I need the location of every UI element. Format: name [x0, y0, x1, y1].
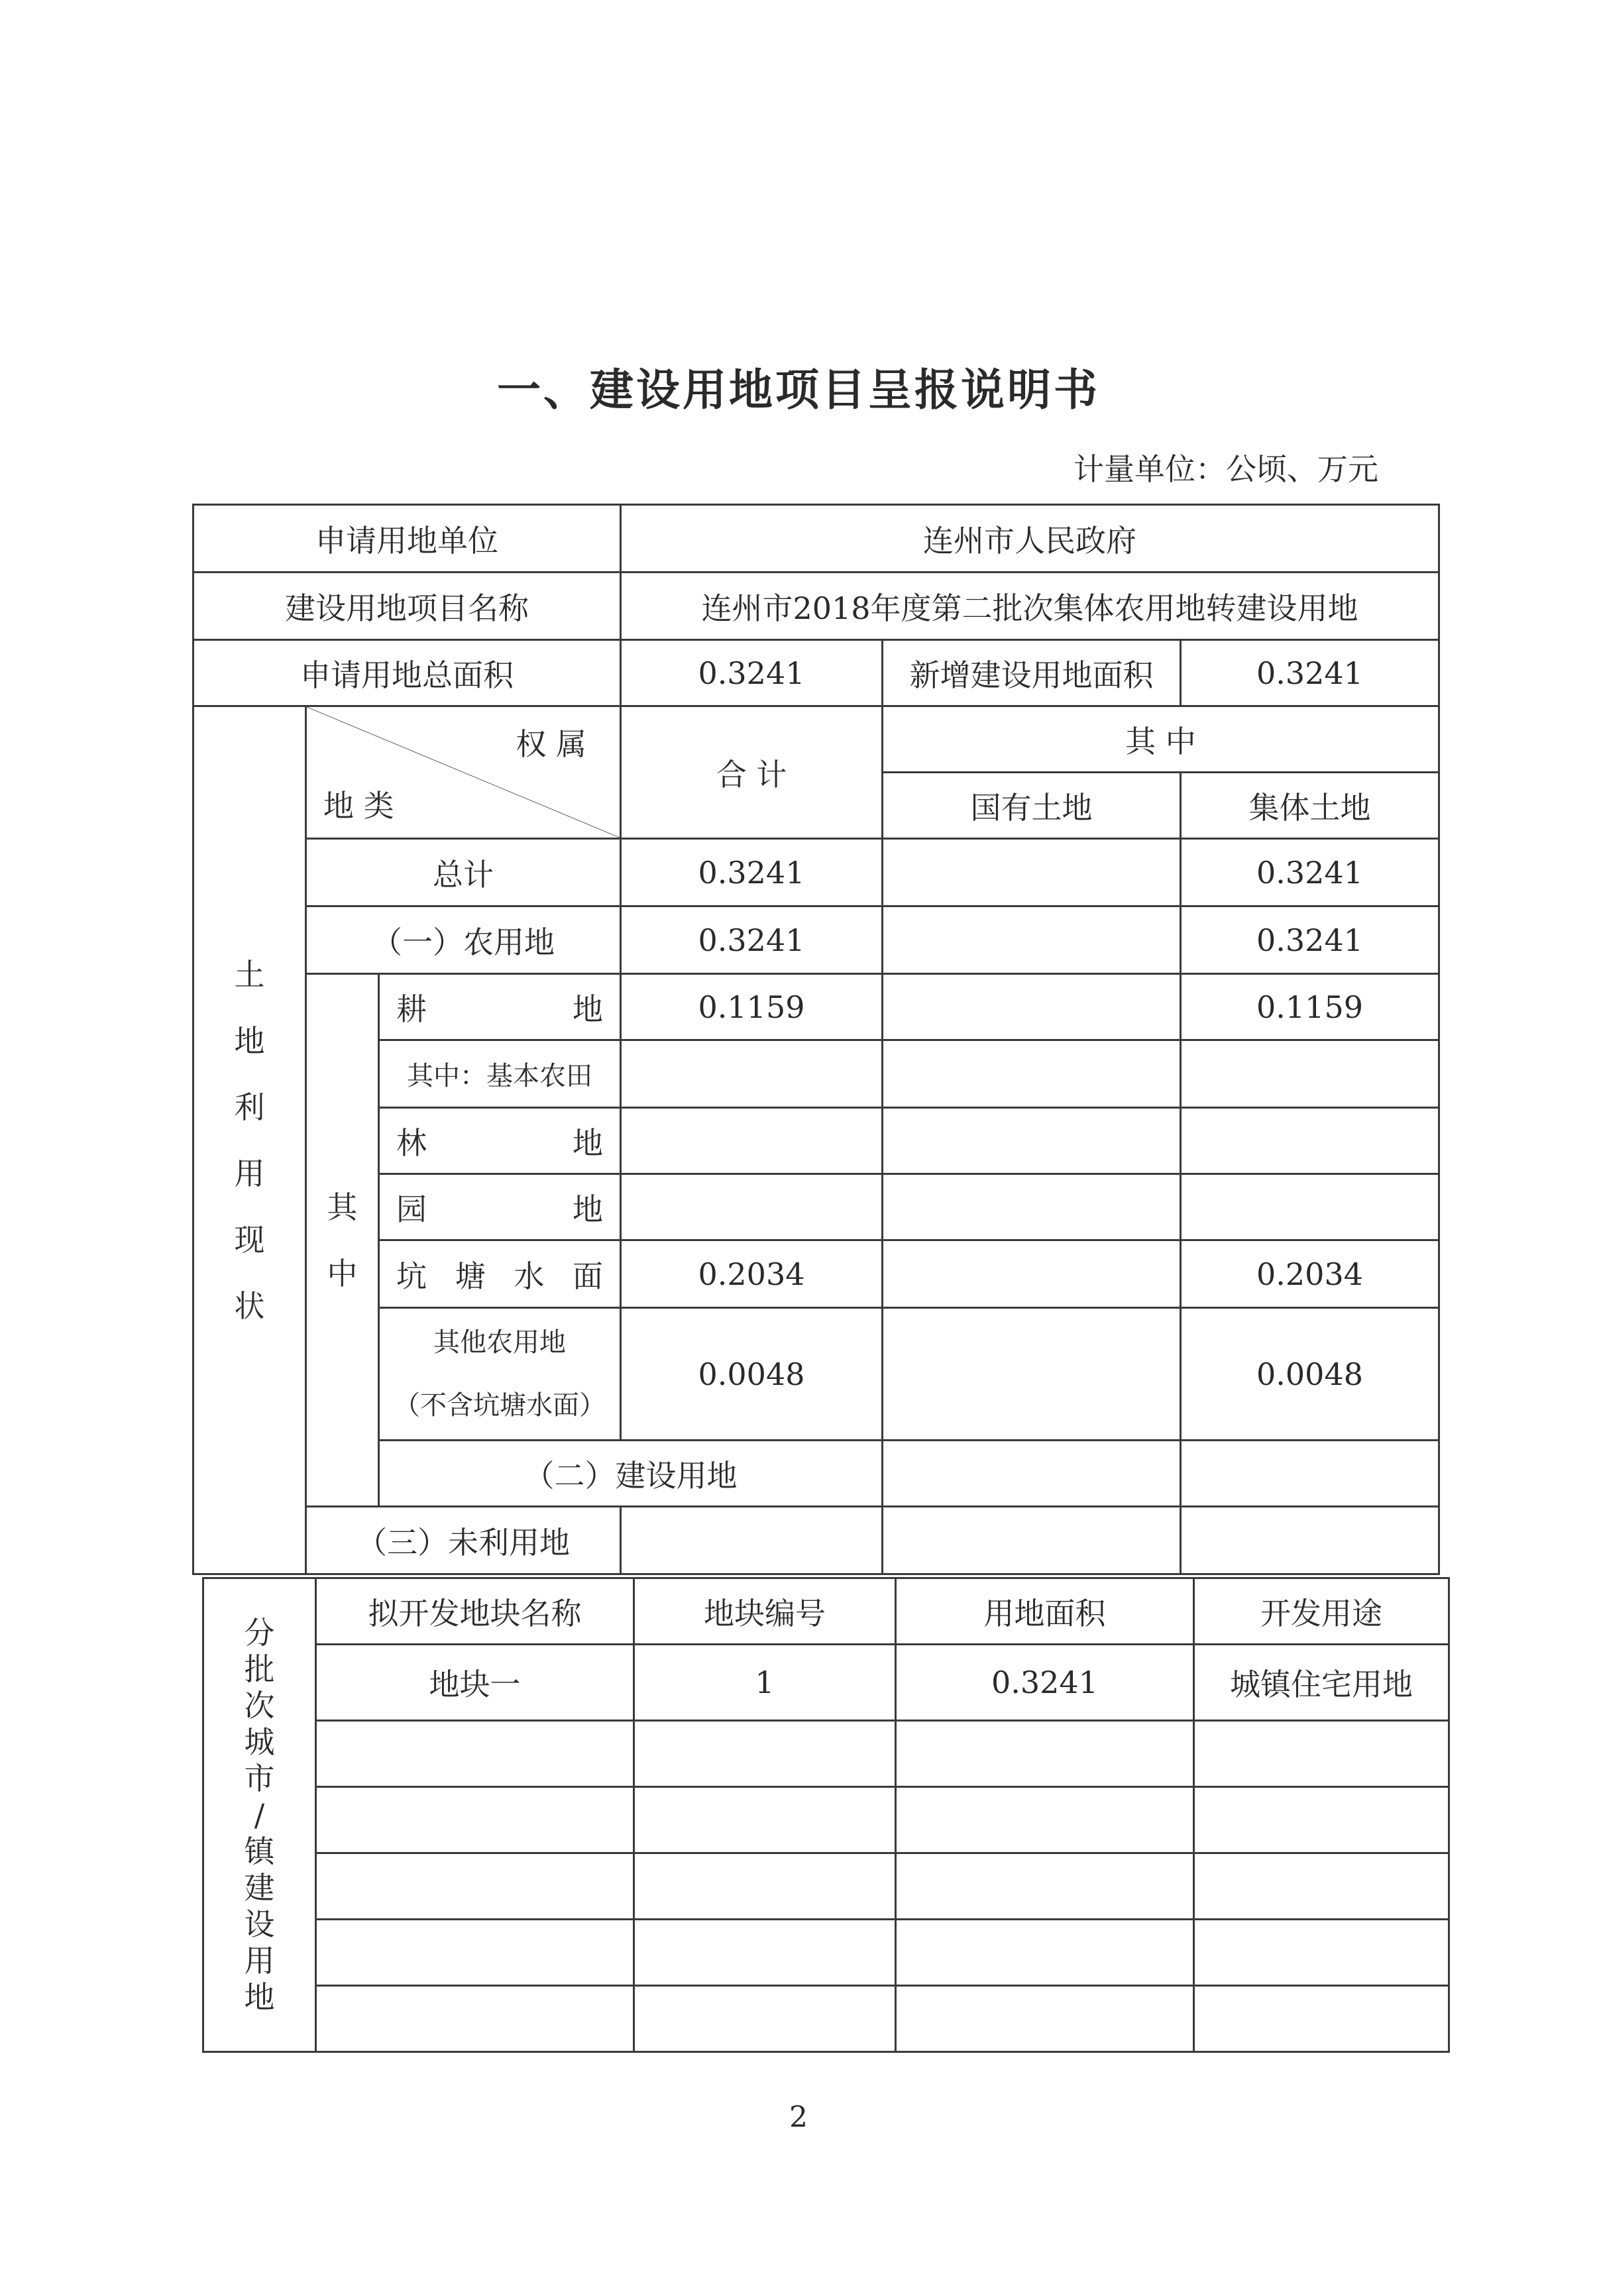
unused-land-total — [621, 1507, 883, 1574]
empty-cell — [634, 1986, 896, 2052]
col-lot-area: 用地面积 — [896, 1578, 1194, 1645]
lot-table — [202, 1577, 1450, 2053]
other-farmland-collective: 0.0048 — [1181, 1308, 1439, 1441]
col-among-header: 其 中 — [883, 706, 1439, 773]
lot-use: 城镇住宅用地 — [1194, 1645, 1449, 1721]
pond-state — [883, 1240, 1181, 1308]
other-farmland-label: 其他农用地 （不含坑塘水面） — [379, 1308, 621, 1441]
empty-cell — [1194, 1787, 1449, 1853]
row-total-label: 总计 — [306, 839, 621, 906]
cultivated-total: 0.1159 — [621, 974, 883, 1040]
row-farmland-collective: 0.3241 — [1181, 906, 1439, 974]
empty-cell — [896, 1853, 1194, 1920]
empty-cell — [1194, 1721, 1449, 1787]
basic-farmland-collective — [1181, 1040, 1439, 1108]
basic-farmland-label: 其中：基本农田 — [379, 1040, 621, 1108]
garden-state — [883, 1174, 1181, 1240]
lot-section-label: 分 批 次 城 市 / 镇 建 设 用 地 — [203, 1578, 316, 2052]
empty-cell — [634, 1721, 896, 1787]
applicant-label: 申请用地单位 — [193, 505, 621, 573]
forest-label: 林 地 — [379, 1108, 621, 1174]
construction-land-label: （二）建设用地 — [379, 1441, 883, 1507]
basic-farmland-total — [621, 1040, 883, 1108]
empty-cell — [316, 1920, 634, 1986]
cultivated-collective: 0.1159 — [1181, 974, 1439, 1040]
forest-collective — [1181, 1108, 1439, 1174]
empty-cell — [316, 1853, 634, 1920]
construction-land-state — [1181, 1441, 1439, 1507]
row-total-collective: 0.3241 — [1181, 839, 1439, 906]
applicant-value: 连州市人民政府 — [621, 505, 1439, 573]
page-title: 一、建设用地项目呈报说明书 — [497, 364, 1100, 415]
empty-cell — [1194, 1986, 1449, 2052]
garden-collective — [1181, 1174, 1439, 1240]
empty-cell — [634, 1853, 896, 1920]
diag-top-label: 权 属 — [516, 726, 586, 762]
col-state-header: 国有土地 — [883, 773, 1181, 839]
lot-area: 0.3241 — [896, 1645, 1194, 1721]
diagonal-header-cell — [306, 706, 621, 839]
empty-cell — [896, 1986, 1194, 2052]
row-farmland-label: （一）农用地 — [306, 906, 621, 974]
empty-cell — [1194, 1853, 1449, 1920]
lot-no: 1 — [634, 1645, 896, 1721]
row-total-state — [883, 839, 1181, 906]
unused-land-label: （三）未利用地 — [306, 1507, 621, 1574]
land-use-section-label: 土 地 利 用 现 状 — [193, 706, 306, 1574]
garden-label: 园 地 — [379, 1174, 621, 1240]
unused-land-collective — [1181, 1507, 1439, 1574]
other-farmland-total: 0.0048 — [621, 1308, 883, 1441]
land-use-table — [192, 504, 1440, 1575]
other-farmland-state — [883, 1308, 1181, 1441]
empty-cell — [316, 1787, 634, 1853]
diag-bottom-label: 地 类 — [323, 788, 394, 824]
empty-cell — [896, 1920, 1194, 1986]
empty-cell — [316, 1986, 634, 2052]
row-farmland-sum: 0.3241 — [621, 906, 883, 974]
garden-total — [621, 1174, 883, 1240]
col-lot-name: 拟开发地块名称 — [316, 1578, 634, 1645]
unused-land-state — [883, 1507, 1181, 1574]
new-area-label: 新增建设用地面积 — [883, 640, 1181, 706]
empty-cell — [896, 1787, 1194, 1853]
project-label: 建设用地项目名称 — [193, 573, 621, 640]
pond-label: 坑 塘 水 面 — [379, 1240, 621, 1308]
basic-farmland-state — [883, 1040, 1181, 1108]
pond-collective: 0.2034 — [1181, 1240, 1439, 1308]
row-farmland-state — [883, 906, 1181, 974]
empty-cell — [634, 1920, 896, 1986]
row-total-sum: 0.3241 — [621, 839, 883, 906]
cultivated-state — [883, 974, 1181, 1040]
col-total-header: 合 计 — [621, 706, 883, 839]
empty-cell — [316, 1721, 634, 1787]
total-area-value: 0.3241 — [621, 640, 883, 706]
among-label: 其 中 — [306, 974, 379, 1507]
col-collective-header: 集体土地 — [1181, 773, 1439, 839]
forest-total — [621, 1108, 883, 1174]
unit-note: 计量单位：公顷、万元 — [1074, 451, 1378, 487]
empty-cell — [634, 1787, 896, 1853]
new-area-value: 0.3241 — [1181, 640, 1439, 706]
construction-land-total — [883, 1441, 1181, 1507]
col-lot-no: 地块编号 — [634, 1578, 896, 1645]
pond-total: 0.2034 — [621, 1240, 883, 1308]
col-lot-use: 开发用途 — [1194, 1578, 1449, 1645]
empty-cell — [896, 1721, 1194, 1787]
project-value: 连州市2018年度第二批次集体农用地转建设用地 — [621, 573, 1439, 640]
empty-cell — [1194, 1920, 1449, 1986]
cultivated-label: 耕 地 — [379, 974, 621, 1040]
lot-name: 地块一 — [316, 1645, 634, 1721]
forest-state — [883, 1108, 1181, 1174]
total-area-label: 申请用地总面积 — [193, 640, 621, 706]
page-number: 2 — [789, 2101, 808, 2134]
